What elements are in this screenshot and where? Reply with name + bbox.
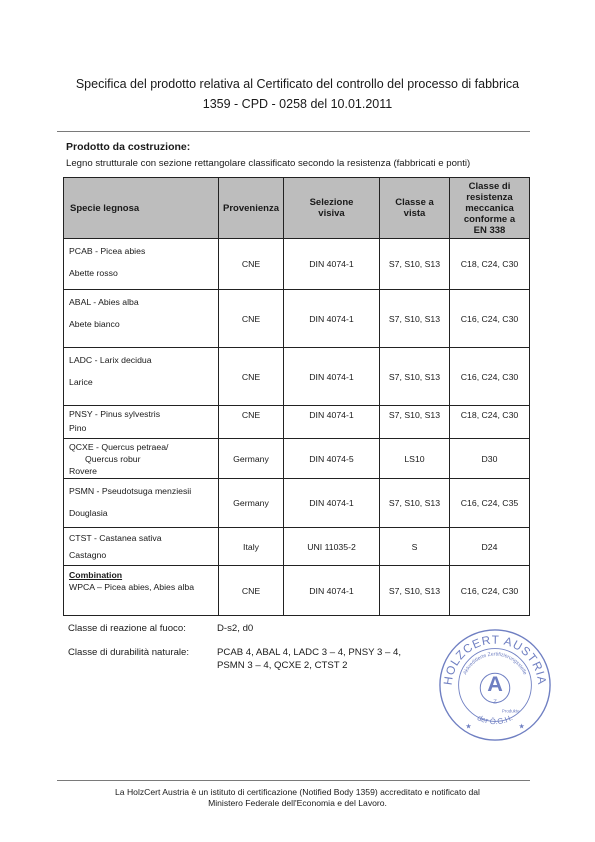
species-code: QCXE - Quercus petraea/ [69, 442, 169, 452]
header-resistance-line: Classe di [468, 180, 511, 192]
header-selection [284, 178, 380, 239]
selection-cell: DIN 4074-5 [284, 439, 380, 479]
class-cell: S7, S10, S13 [380, 566, 450, 616]
header-resistance-line: EN 338 [473, 224, 506, 236]
species-cell [64, 479, 219, 528]
class-cell: LS10 [380, 439, 450, 479]
origin-cell: CNE [219, 290, 284, 348]
class-cell: S7, S10, S13 [380, 290, 450, 348]
combination-label: Combination [69, 570, 123, 580]
species-cell [64, 439, 219, 479]
title-line-2: 1359 - CPD - 0258 del 10.01.2011 [202, 97, 393, 111]
stamp-inner-text: Akkreditierte Zertifizierungsstelle [462, 651, 528, 676]
origin-cell: Germany [219, 439, 284, 479]
species-code: WPCA – Picea abies, Abies alba [69, 582, 195, 592]
title-line-1: Specifica del prodotto relativa al Certificato del controllo del processo di fabbrica [75, 77, 520, 91]
species-cell [64, 528, 219, 566]
species-common-name: Abete bianco [69, 319, 120, 329]
resistance-cell: C18, C24, C30 [450, 406, 530, 439]
table-row [64, 406, 530, 439]
table-row [64, 439, 530, 479]
footer-line-2: Ministero Federale dell'Economia e del Lavoro. [208, 798, 387, 808]
species-code: PNSY - Pinus sylvestris [69, 409, 161, 419]
origin-cell: Germany [219, 479, 284, 528]
stamp-outer-text: HOLZCERT AUSTRIA [440, 632, 550, 686]
species-cell [64, 406, 219, 439]
header-class [380, 178, 450, 239]
class-cell: S7, S10, S13 [380, 239, 450, 290]
species-code: PSMN - Pseudotsuga menziesii [69, 486, 192, 496]
species-common-name: Castagno [69, 550, 107, 560]
species-code-continued: Quercus robur [85, 454, 141, 464]
resistance-cell: C18, C24, C30 [450, 239, 530, 290]
header-selection-line: visiva [318, 208, 345, 219]
origin-cell: CNE [219, 406, 284, 439]
product-description: Legno strutturale con sezione rettangolare classificato secondo la resistenza (fabbricati e ponti) [66, 158, 471, 169]
stamp-side-right: Produkte [501, 708, 520, 714]
footer-line-1: La HolzCert Austria è un istituto di certificazione (Notified Body 1359) accreditato e notificato dal [115, 787, 480, 797]
class-cell: S7, S10, S13 [380, 479, 450, 528]
class-cell: S [380, 528, 450, 566]
stamp-emblem-mark: A [487, 670, 503, 696]
species-code: LADC - Larix decidua [69, 355, 152, 365]
origin-cell: Italy [219, 528, 284, 566]
resistance-cell: D30 [450, 439, 530, 479]
header-resistance-line: resistenza [466, 191, 513, 203]
stamp-bottom-text: der Ö.G.H. [475, 713, 515, 727]
selection-cell: DIN 4074-1 [284, 406, 380, 439]
selection-cell: DIN 4074-1 [284, 348, 380, 406]
species-common-name: Abette rosso [69, 268, 118, 278]
table-row [64, 239, 530, 290]
origin-cell: CNE [219, 239, 284, 290]
header-class-line: Classe a [395, 197, 434, 208]
product-heading: Prodotto da costruzione: [66, 141, 191, 153]
table-header-row [64, 178, 530, 239]
selection-cell: DIN 4074-1 [284, 290, 380, 348]
species-code: CTST - Castanea sativa [69, 533, 162, 543]
origin-cell: CNE [219, 348, 284, 406]
header-species: Specie legnosa [64, 178, 219, 239]
footer-note [40, 787, 555, 809]
species-common-name: Rovere [69, 466, 98, 476]
species-cell [64, 239, 219, 290]
footer-divider [57, 780, 530, 781]
class-cell: S7, S10, S13 [380, 406, 450, 439]
header-resistance [450, 178, 530, 239]
species-cell [64, 566, 219, 616]
table-row [64, 348, 530, 406]
durability-value-line-2: PSMN 3 – 4, QCXE 2, CTST 2 [217, 660, 348, 671]
species-cell [64, 290, 219, 348]
resistance-cell: C16, C24, C30 [450, 566, 530, 616]
durability-value-line-1: PCAB 4, ABAL 4, LADC 3 – 4, PNSY 3 – 4, [217, 647, 401, 658]
stamp-star-icon: ★ [465, 723, 472, 731]
durability-label: Classe di durabilità naturale: [68, 647, 190, 658]
species-code: ABAL - Abies alba [69, 297, 139, 307]
document-title [40, 74, 555, 114]
table-row [64, 290, 530, 348]
header-origin: Provenienza [219, 178, 284, 239]
resistance-cell: C16, C24, C30 [450, 290, 530, 348]
header-class-line: vista [403, 208, 426, 219]
selection-cell: UNI 11035-2 [284, 528, 380, 566]
fire-class-value: D-s2, d0 [217, 623, 254, 634]
stamp-side-left: Z [493, 699, 497, 706]
selection-cell: DIN 4074-1 [284, 239, 380, 290]
resistance-cell: C16, C24, C35 [450, 479, 530, 528]
species-common-name: Pino [69, 423, 87, 433]
origin-cell: CNE [219, 566, 284, 616]
header-selection-line: Selezione [309, 197, 354, 208]
fire-class-label: Classe di reazione al fuoco: [68, 623, 186, 634]
species-common-name: Douglasia [69, 508, 108, 518]
stamp-star-icon: ★ [518, 723, 525, 731]
species-common-name: Larice [69, 377, 93, 387]
resistance-cell: C16, C24, C30 [450, 348, 530, 406]
table-row [64, 528, 530, 566]
table-row [64, 479, 530, 528]
species-code: PCAB - Picea abies [69, 246, 146, 256]
top-divider [57, 131, 530, 132]
header-resistance-line: meccanica [465, 202, 514, 214]
table-row [64, 566, 530, 616]
class-cell: S7, S10, S13 [380, 348, 450, 406]
selection-cell: DIN 4074-1 [284, 479, 380, 528]
certification-stamp [436, 626, 554, 744]
specification-table [63, 177, 530, 616]
header-resistance-line: conforme a [463, 213, 516, 225]
selection-cell: DIN 4074-1 [284, 566, 380, 616]
resistance-cell: D24 [450, 528, 530, 566]
species-cell [64, 348, 219, 406]
